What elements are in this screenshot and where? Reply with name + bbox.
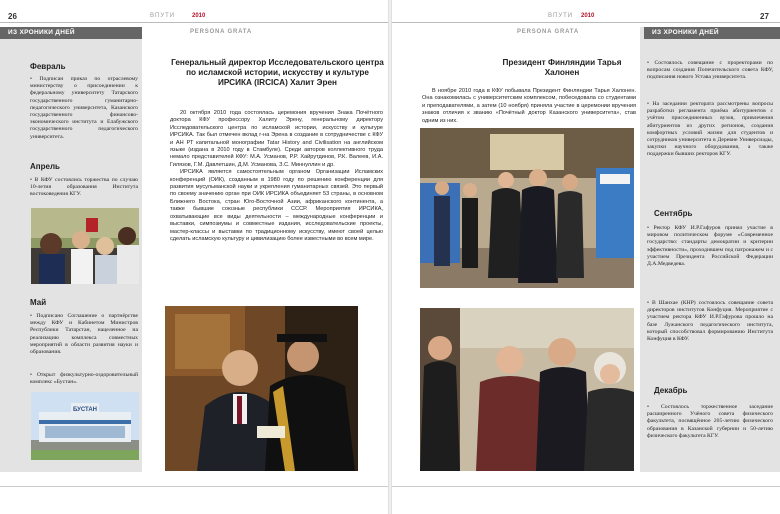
chronicle-entry: • Состоялось совещание с проректорами по вопросам создания Попечительского совета КФУ, подписания нового Устава университета. <box>647 60 773 81</box>
month-heading-september: Сентябрь <box>654 209 693 218</box>
september-entry-2: • В Шанхае (КНР) состоялось совещание совета директоров институтов Конфуция. Мероприятие с участием ректора КФУ И.Р.Гафурова прошло на базе Лужанского педагогического института, который способствовал формированию Института Конфуция в КФУ. <box>647 300 773 343</box>
article-body <box>422 88 636 125</box>
bustan-building-photo <box>31 392 139 460</box>
month-heading-may: Май <box>30 298 47 307</box>
ceremony-photo <box>165 306 358 471</box>
year-label: 2010 <box>581 13 595 19</box>
students-photo <box>31 208 139 284</box>
page-number: 26 <box>8 12 17 21</box>
december-entry: • Состоялось торжественное заседание расширенного Учёного совета физического факультета, посвящённое 205-летию физического образования в Казанской губернии и 50-летию физического факультета КГУ. <box>647 404 773 439</box>
section-tab: ИЗ ХРОНИКИ ДНЕЙ <box>644 27 780 39</box>
september-entry: • Ректор КФУ И.Р.Гафуров принял участие в мировом политическом форуме «Современное государство: стандарты демократии и критерии эффективности», проходившем под патронажем и с участием Президента Российской Федерации Д.А.Медведева. <box>647 225 773 268</box>
article-paragraph: 20 октября 2010 года состоялась церемония вручения Знака Почётного доктора КФУ профессору Халиту Эрену, генеральному директору Исследовательского центра по исламской истории, искусству и культуре ИРСИКА. Так был отмечен вклад г-на Эрена в создание в сотрудничестве с КФУ и АН РТ капитальной монографии Tatar History and Civilisation на английском языке (издана в 2010 году в Стамбуле). Среди авторов коллективного труда немало представителей КФУ: М.А. Усманов, Р.Р. Хайрутдинов, Р.К. Валеев, И.А. Гилязов, Г.М. Давлетшин, Д.М. Усманова, З.С. Миннуллин и др. <box>170 110 383 168</box>
left-page <box>0 0 388 514</box>
february-entry: • Подписан приказ по отраслевому министерству о присоединении к федеральному университету Татарского государственного гуманитарно-педагогического университета, Казанского государственного финансово-экономического института и Елабужского государственного педагогического университета. <box>30 76 138 140</box>
may-entry-2: • Открыт физкультурно-оздоровительный комплекс «Бустан». <box>30 372 138 386</box>
chronicle-entry: • На заседании ректората рассмотрены вопросы разработки регламента приёма абитуриентов с учётом присоединенных вузов, привлечения абитуриентов из других регионов, создания комфортных условий жизни для студентов и сотрудников университета в Деревне Универсиады, закупки научного оборудования, а также поддержки бывших ректоров КГУ. <box>647 101 773 158</box>
month-heading-february: Февраль <box>30 62 66 71</box>
header-rule <box>0 22 388 23</box>
building-sign: БУСТАН <box>72 407 98 413</box>
halonen-visit-photo <box>420 128 634 288</box>
may-entry: • Подписано Соглашение о партнёрстве между КФУ и Кабинетом Министров Республики Татарстан, нацеленное на реализацию комплекса совместных мероприятий в области развития науки и образования. <box>30 313 138 356</box>
april-entry: • В КФУ состоялись торжества по случаю 10-летия образования Института востоковедения КГУ. <box>30 177 138 198</box>
article-paragraph: В ноябре 2010 года в КФУ побывала Президент Финляндии Тарья Халонен. Она ознакомилась с университетским комплексом, побеседовала со студентами и преподавателями, а затем (10 ноября) приняла участие в церемонии вручения знаков отличия к званию «Почётный доктор Казанского университета», став одним из них. <box>422 88 636 124</box>
halonen-meeting-photo <box>420 308 634 471</box>
article-body <box>170 110 383 243</box>
header-rule <box>392 22 780 23</box>
article-paragraph: ИРСИКА является самостоятельным органом Организации Исламских конференций (ОИК), созданным в 1980 году по решению конференции для развития мусульманской науки и укрепления гуманитарных связей. Это первый по своему значению орган при ОИК ИРСИКА объединяет 53 страны, в основном Ближнего Востока, стран Юго-Восточной Азии, африканского континента, а также бывшие союзные республики СССР. Мероприятия ИРСИКА, охватывающие все виды деятельности – международные конференции и выставки, симпозиумы и совместные издания, исследовательские проекты, мастер-классы и выставки по традиционному искусству, имеют своей целью сделать исламскую культуру и цивилизацию более известными во всем мире. <box>170 169 383 242</box>
section-tab: ИЗ ХРОНИКИ ДНЕЙ <box>0 27 142 39</box>
page-number: 27 <box>760 12 769 21</box>
rubric-label: PERSONA GRATA <box>517 29 579 35</box>
running-head: ВПУТИ <box>150 13 176 19</box>
article-title: Генеральный директор Исследовательского центра по исламской истории, искусству и культуре ИРСИКА (IRCICA) Халит Эрен <box>171 58 384 87</box>
year-label: 2010 <box>192 13 206 19</box>
footer-rule <box>0 486 388 487</box>
month-heading-april: Апрель <box>30 162 60 171</box>
footer-rule <box>392 486 780 487</box>
rubric-label: PERSONA GRATA <box>190 29 252 35</box>
right-page <box>392 0 780 514</box>
article-title: Президент Финляндии Тарья Халонен <box>502 58 622 77</box>
running-head: ВПУТИ <box>548 13 574 19</box>
month-heading-december: Декабрь <box>654 386 688 395</box>
